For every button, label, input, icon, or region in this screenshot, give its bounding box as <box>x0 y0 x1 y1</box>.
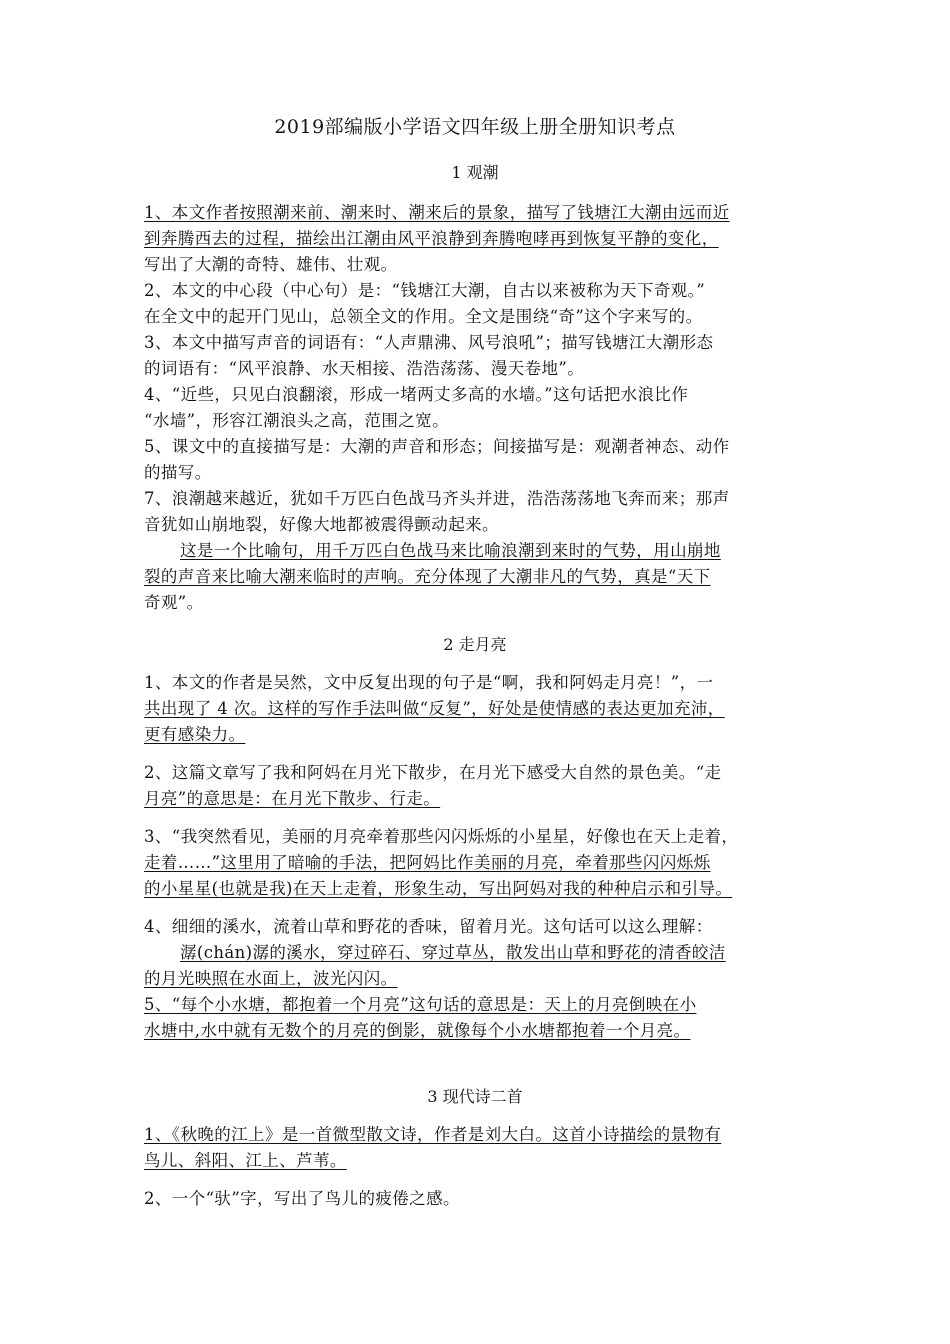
text-line: 奇观”。 <box>144 593 204 612</box>
section-heading-1: 1 观潮 <box>451 163 499 182</box>
text-line: 5、课文中的直接描写是：大潮的声音和形态；间接描写是：观潮者神态、动作 <box>144 437 730 456</box>
text-line: 2、一个“驮”字，写出了鸟儿的疲倦之感。 <box>144 1189 460 1208</box>
section-1-block-a <box>144 200 824 538</box>
section-3-item-2 <box>144 1186 824 1212</box>
text-line: 走着……”这里用了暗喻的手法，把阿妈比作美丽的月亮，牵着那些闪闪烁烁 <box>144 853 711 872</box>
text-line: 4、细细的溪水，流着山草和野花的香味，留着月光。这句话可以这么理解： <box>144 917 713 936</box>
text-line: 鸟儿、斜阳、江上、芦苇。 <box>144 1151 347 1170</box>
section-heading-3: 3 现代诗二首 <box>427 1087 523 1106</box>
section-2-item-1 <box>144 670 824 748</box>
text-line: 到奔腾西去的过程，描绘出江潮由风平浪静到奔腾咆哮再到恢复平静的变化， <box>144 229 719 248</box>
text-line: 共出现了 4 次。这样的写作手法叫做“反复”，好处是使情感的表达更加充沛， <box>144 699 725 718</box>
section-1-block-b <box>144 538 824 616</box>
text-line: 音犹如山崩地裂，好像大地都被震得颤动起来。 <box>144 515 499 534</box>
text-line: 更有感染力。 <box>144 725 246 744</box>
section-2-item-4-5 <box>144 914 824 1044</box>
document-title: 2019部编版小学语文四年级上册全册知识考点 <box>274 116 676 138</box>
section-3-item-1 <box>144 1122 824 1174</box>
text-line: 5、“每个小水塘，都抱着一个月亮”这句话的意思是：天上的月亮倒映在小 <box>144 995 697 1014</box>
text-line: 裂的声音来比喻大潮来临时的声响。充分体现了大潮非凡的气势，真是“天下 <box>144 567 711 586</box>
text-line: 月亮”的意思是：在月光下散步、行走。 <box>144 789 441 808</box>
text-line: 的描写。 <box>144 463 212 482</box>
text-line: 7、浪潮越来越近，犹如千万匹白色战马齐头并进，浩浩荡荡地飞奔而来；那声 <box>144 489 730 508</box>
text-line: 1、本文作者按照潮来前、潮来时、潮来后的景象，描写了钱塘江大潮由远而近 <box>144 203 730 222</box>
section-heading-2: 2 走月亮 <box>443 635 507 654</box>
text-line: 2、这篇文章写了我和阿妈在月光下散步，在月光下感受大自然的景色美。“走 <box>144 763 722 782</box>
section-2-item-2 <box>144 760 824 812</box>
text-line: 这是一个比喻句，用千万匹白色战马来比喻浪潮到来时的气势，用山崩地 <box>180 541 721 560</box>
text-line: 潺(chán)潺的溪水，穿过碎石、穿过草丛，散发出山草和野花的清香皎洁 <box>180 943 726 962</box>
text-line: 的小星星(也就是我)在天上走着，形象生动，写出阿妈对我的种种启示和引导。 <box>144 879 733 898</box>
text-line: 4、“近些，只见白浪翻滚，形成一堵两丈多高的水墙。”这句话把水浪比作 <box>144 385 689 404</box>
text-line: 的月光映照在水面上，波光闪闪。 <box>144 969 398 988</box>
text-line: 写出了大潮的奇特、雄伟、壮观。 <box>144 255 398 274</box>
text-line: 3、“我突然看见，美丽的月亮牵着那些闪闪烁烁的小星星，好像也在天上走着， <box>144 827 739 846</box>
text-line: 1、本文的作者是吴然，文中反复出现的句子是“啊，我和阿妈走月亮！”，一 <box>144 673 714 692</box>
text-line: “水墙”，形容江潮浪头之高，范围之宽。 <box>144 411 449 430</box>
section-2-item-3 <box>144 824 824 902</box>
text-line: 3、本文中描写声音的词语有：“人声鼎沸、风号浪吼”；描写钱塘江大潮形态 <box>144 333 714 352</box>
text-line: 水塘中,水中就有无数个的月亮的倒影，就像每个小水塘都抱着一个月亮。 <box>144 1021 691 1040</box>
text-line: 1、《秋晚的江上》是一首微型散文诗，作者是刘大白。这首小诗描绘的景物有 <box>144 1125 722 1144</box>
text-line: 的词语有：“风平浪静、水天相接、浩浩荡荡、漫天卷地”。 <box>144 359 585 378</box>
text-line: 2、本文的中心段（中心句）是：“钱塘江大潮，自古以来被称为天下奇观。” <box>144 281 706 300</box>
text-line: 在全文中的起开门见山，总领全文的作用。全文是围绕“奇”这个字来写的。 <box>144 307 703 326</box>
